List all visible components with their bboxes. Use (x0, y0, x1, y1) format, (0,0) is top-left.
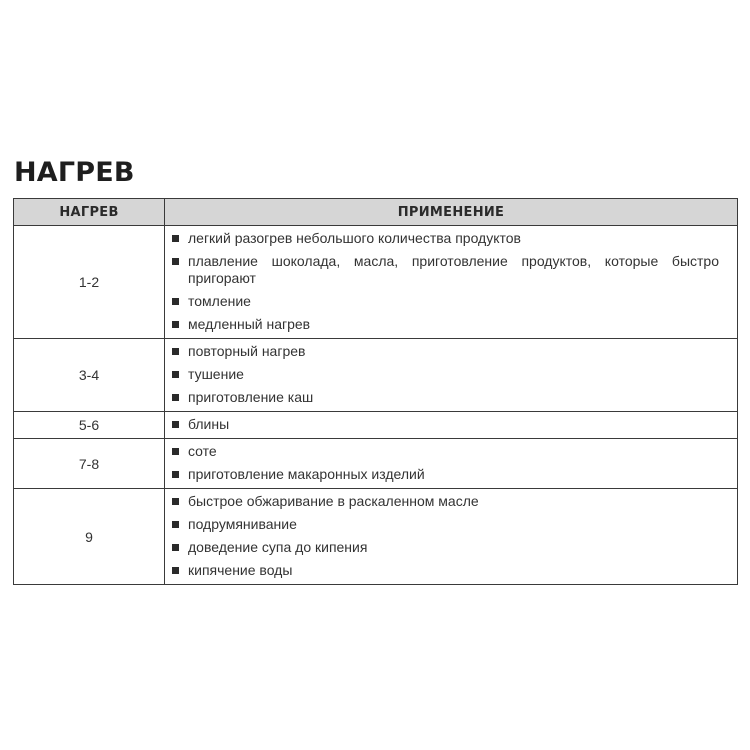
square-bullet-icon (172, 394, 179, 401)
square-bullet-icon (172, 321, 179, 328)
list-item-text: повторный нагрев (188, 343, 306, 359)
square-bullet-icon (172, 448, 179, 455)
list-item (171, 516, 719, 533)
list-item-text: легкий разогрев небольшого количества продуктов (188, 230, 521, 246)
table-row (14, 226, 738, 339)
list-item (171, 230, 719, 247)
list-item (171, 389, 719, 406)
page-title: НАГРЕВ (14, 157, 135, 188)
usage-list (171, 230, 719, 333)
heat-level-cell: 1-2 (14, 226, 165, 339)
heat-level-cell: 7-8 (14, 439, 165, 489)
list-item-text: доведение супа до кипения (188, 539, 368, 555)
usage-list (171, 416, 719, 433)
usage-list (171, 493, 719, 579)
table-row (14, 489, 738, 585)
square-bullet-icon (172, 567, 179, 574)
list-item (171, 366, 719, 383)
heat-levels-table (13, 198, 738, 585)
square-bullet-icon (172, 235, 179, 242)
square-bullet-icon (172, 371, 179, 378)
list-item (171, 443, 719, 460)
list-item-text: приготовление макаронных изделий (188, 466, 425, 482)
list-item (171, 493, 719, 510)
list-item-text: подрумянивание (188, 516, 297, 532)
usage-cell (165, 439, 738, 489)
list-item (171, 416, 719, 433)
usage-cell (165, 412, 738, 439)
table-row (14, 439, 738, 489)
square-bullet-icon (172, 498, 179, 505)
list-item-text: соте (188, 443, 217, 459)
heat-level-cell: 3-4 (14, 339, 165, 412)
list-item-text: плавление шоколада, масла, приготовление продуктов, которые быстро пригорают (188, 253, 719, 286)
list-item (171, 466, 719, 483)
usage-list (171, 343, 719, 406)
list-item (171, 562, 719, 579)
square-bullet-icon (172, 521, 179, 528)
table-header-row (14, 199, 738, 226)
usage-cell (165, 339, 738, 412)
heat-level-cell: 5-6 (14, 412, 165, 439)
square-bullet-icon (172, 471, 179, 478)
square-bullet-icon (172, 544, 179, 551)
table-row (14, 339, 738, 412)
list-item-text: томление (188, 293, 251, 309)
usage-cell (165, 226, 738, 339)
usage-list (171, 443, 719, 483)
heat-level-cell: 9 (14, 489, 165, 585)
list-item-text: тушение (188, 366, 244, 382)
list-item (171, 539, 719, 556)
square-bullet-icon (172, 298, 179, 305)
list-item (171, 293, 719, 310)
list-item (171, 253, 719, 287)
list-item-text: кипячение воды (188, 562, 293, 578)
list-item-text: быстрое обжаривание в раскаленном масле (188, 493, 479, 509)
list-item-text: медленный нагрев (188, 316, 311, 332)
table-row (14, 412, 738, 439)
list-item (171, 316, 719, 333)
list-item-text: приготовление каш (188, 389, 314, 405)
usage-cell (165, 489, 738, 585)
square-bullet-icon (172, 348, 179, 355)
header-level: НАГРЕВ (14, 199, 165, 226)
header-usage: ПРИМЕНЕНИЕ (165, 199, 738, 226)
square-bullet-icon (172, 421, 179, 428)
list-item (171, 343, 719, 360)
square-bullet-icon (172, 258, 179, 265)
list-item-text: блины (188, 416, 230, 432)
